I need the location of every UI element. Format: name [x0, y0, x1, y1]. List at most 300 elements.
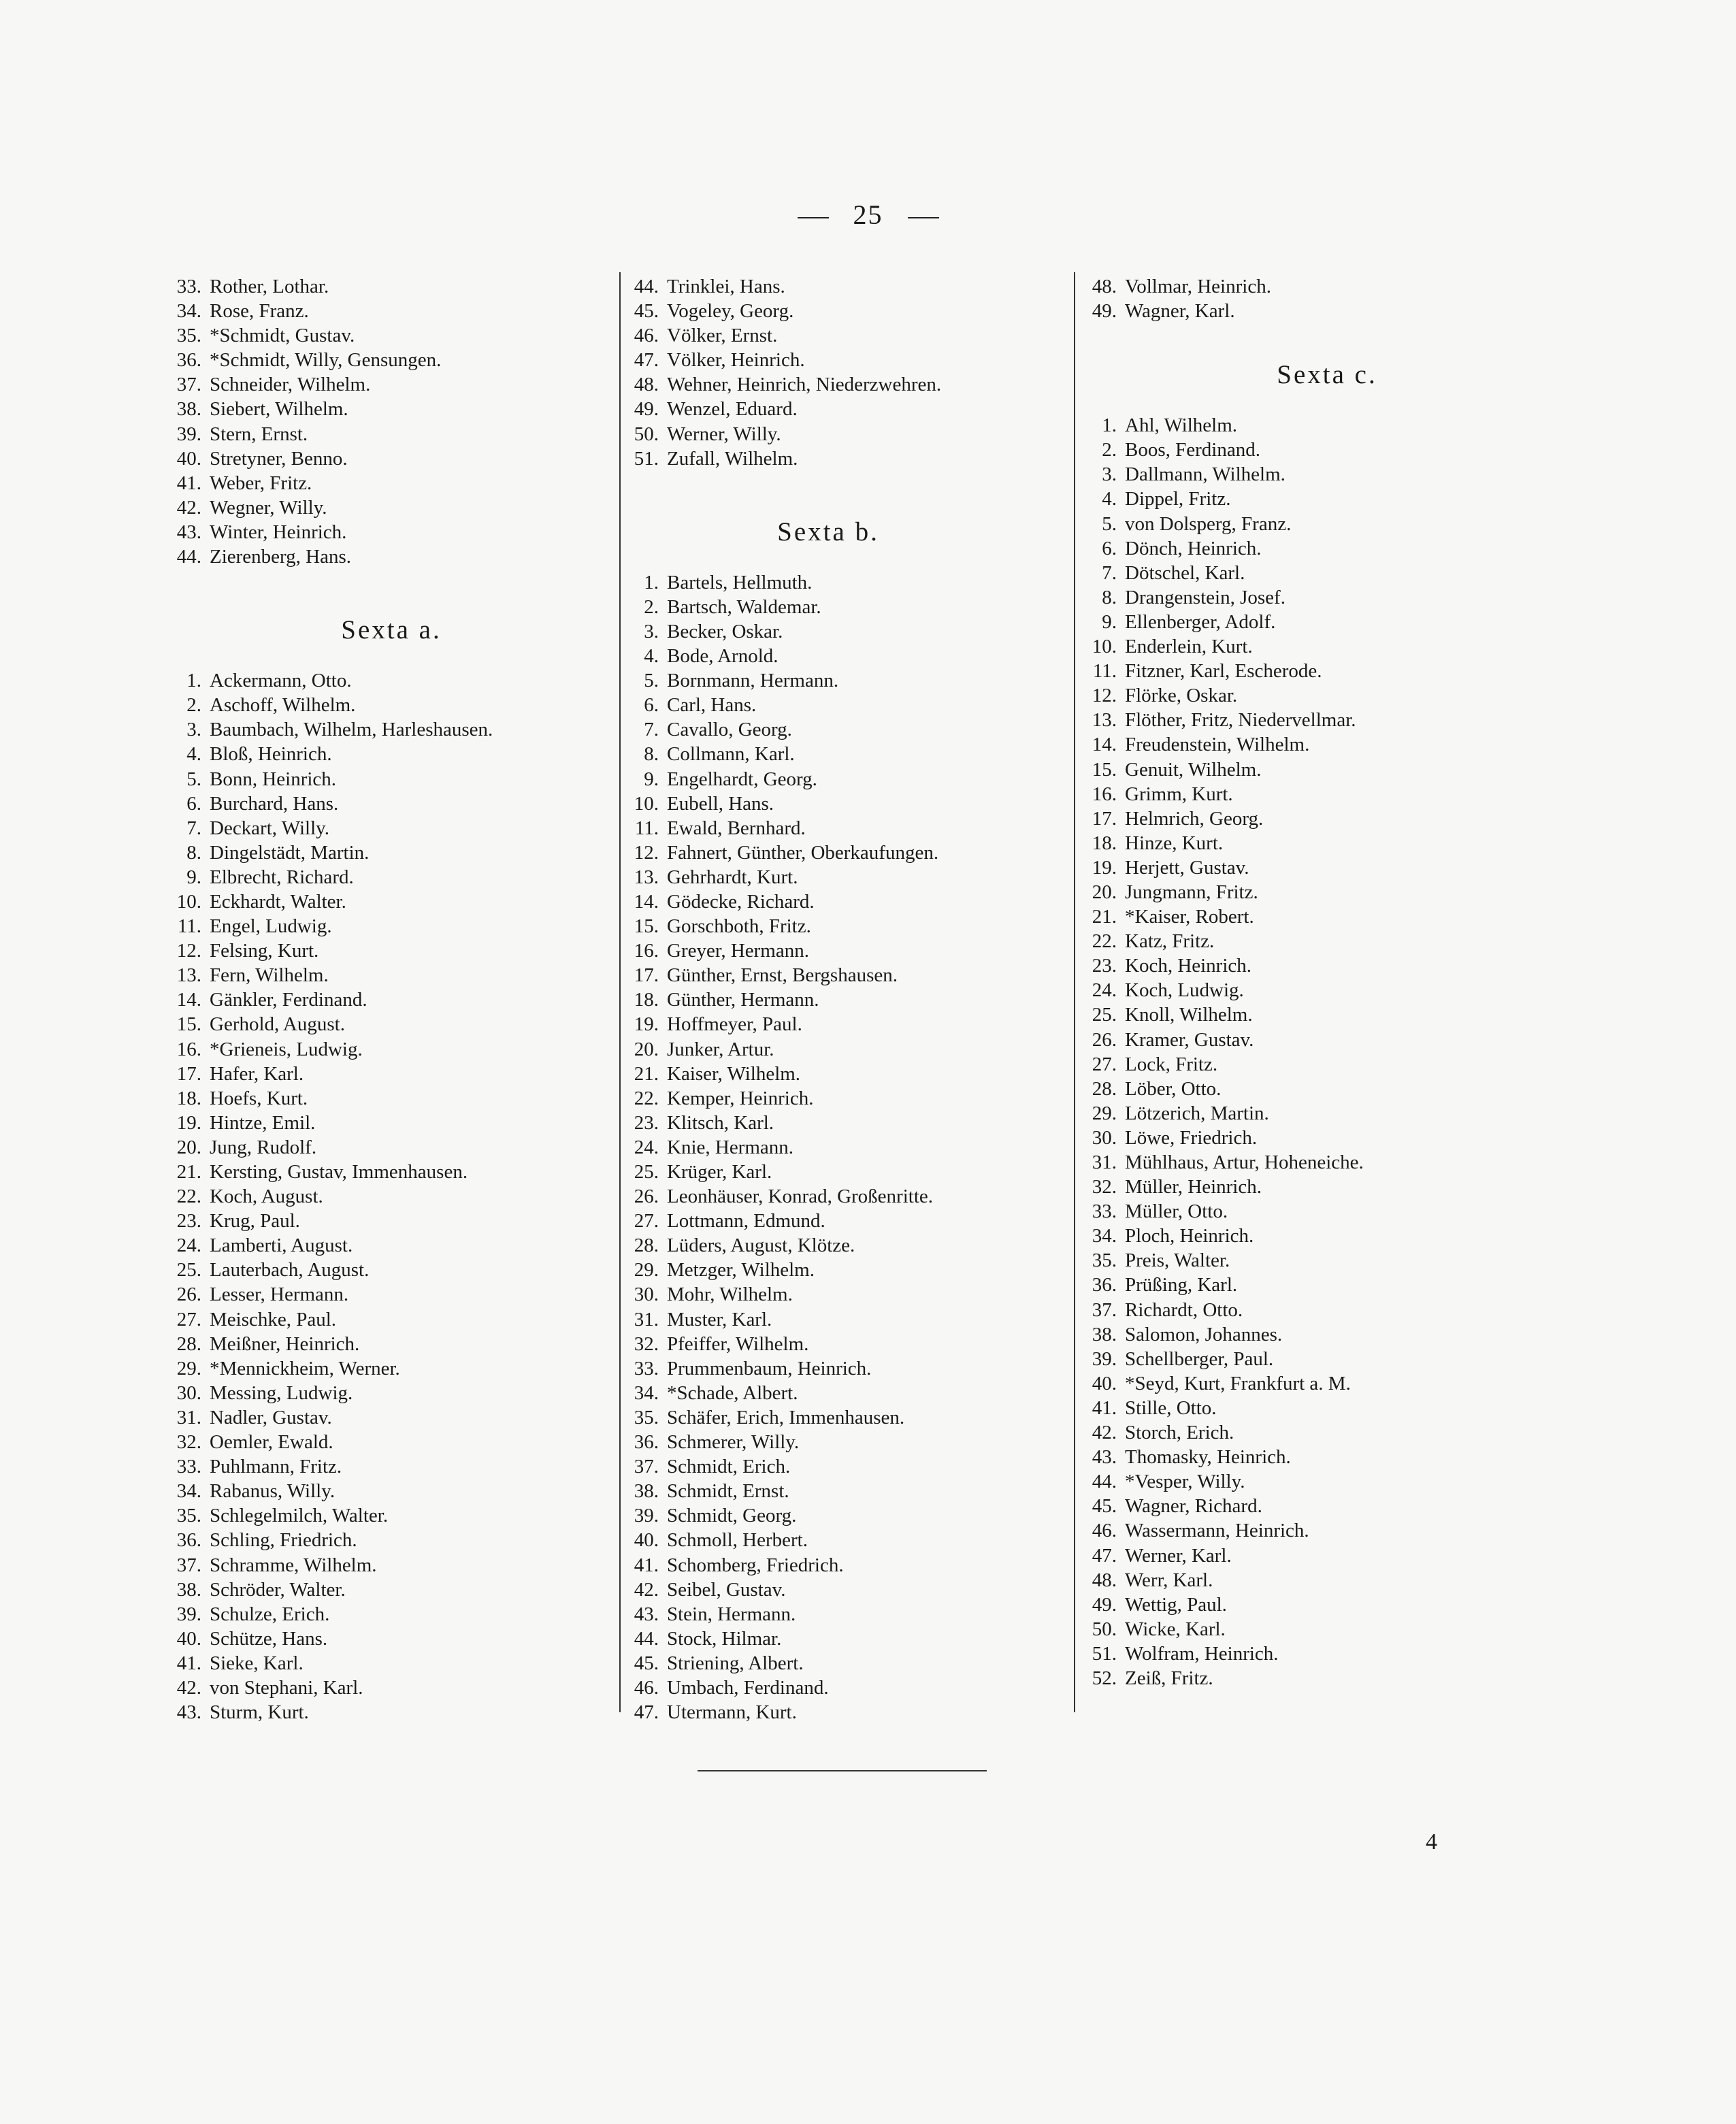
- entry-name: Lüders, August, Klötze.: [667, 1235, 855, 1257]
- entry-number: 34.: [1092, 1225, 1117, 1247]
- entry-number: 43.: [176, 1701, 201, 1724]
- entry-number: 22.: [176, 1186, 201, 1208]
- entry-number: 10.: [1092, 636, 1117, 658]
- name-list: [1072, 274, 1548, 323]
- list-item: [614, 299, 1063, 323]
- entry-name: Kaiser, Wilhelm.: [667, 1062, 801, 1085]
- entry-name: Schmidt, Georg.: [667, 1505, 797, 1527]
- list-item: [157, 889, 606, 914]
- entry-name: Dallmann, Wilhelm.: [1125, 463, 1285, 486]
- entry-name: Lauterbach, August.: [210, 1259, 370, 1281]
- entry-name: Engelhardt, Georg.: [667, 768, 817, 790]
- entry-number: 39.: [1092, 1347, 1117, 1370]
- entry-name: Weber, Fritz.: [210, 472, 312, 494]
- list-item: [1072, 1617, 1548, 1641]
- list-item: [157, 1627, 606, 1651]
- list-item: [1072, 929, 1548, 953]
- list-item: [1072, 610, 1548, 634]
- entry-number: 47.: [1092, 1544, 1117, 1567]
- entry-name: Trinklei, Hans.: [667, 276, 785, 297]
- list-item: [1072, 1494, 1548, 1518]
- entry-number: 24.: [1092, 979, 1117, 1002]
- list-item: [614, 1627, 1063, 1651]
- entry-name: Schomberg, Friedrich.: [667, 1554, 844, 1576]
- entry-name: Meischke, Paul.: [210, 1308, 337, 1330]
- list-item: [1072, 1077, 1548, 1101]
- list-item: [157, 1233, 606, 1258]
- entry-name: Oemler, Ewald.: [210, 1431, 333, 1454]
- entry-number: 37.: [1092, 1298, 1117, 1321]
- entry-name: Schulze, Erich.: [210, 1603, 330, 1625]
- entry-number: 41.: [176, 1652, 201, 1674]
- entry-name: Fahnert, Günther, Oberkaufungen.: [667, 841, 939, 864]
- list-item: [1072, 1150, 1548, 1175]
- entry-number: 9.: [1102, 610, 1117, 633]
- list-item: [157, 1676, 606, 1700]
- section-heading-sexta-a: Sexta a.: [341, 615, 442, 645]
- entry-number: 30.: [634, 1284, 659, 1306]
- list-item: [157, 1700, 606, 1725]
- entry-number: 37.: [176, 374, 201, 396]
- entry-name: Zierenberg, Hans.: [210, 546, 352, 568]
- entry-number: 51.: [634, 447, 659, 470]
- entry-number: 10.: [176, 890, 201, 913]
- entry-name: Zufall, Wilhelm.: [667, 447, 798, 470]
- entry-number: 16.: [1092, 783, 1117, 805]
- list-item: [1072, 274, 1548, 299]
- entry-name: Eckhardt, Walter.: [210, 890, 346, 913]
- list-item: [614, 1528, 1063, 1552]
- list-item: [1072, 487, 1548, 511]
- entry-name: Kersting, Gustav, Immenhausen.: [210, 1161, 468, 1183]
- list-item: [614, 963, 1063, 987]
- list-item: [614, 987, 1063, 1012]
- entry-number: 12.: [176, 940, 201, 962]
- entry-name: Carl, Hans.: [667, 694, 757, 717]
- entry-name: Meißner, Heinrich.: [210, 1333, 360, 1355]
- entry-name: *Vesper, Willy.: [1125, 1471, 1245, 1493]
- entry-name: Wagner, Karl.: [1125, 300, 1235, 323]
- entry-name: Bartels, Hellmuth.: [667, 571, 813, 593]
- entry-name: Storch, Erich.: [1125, 1422, 1234, 1444]
- entry-number: 39.: [634, 1505, 659, 1527]
- entry-number: 38.: [176, 1578, 201, 1601]
- entry-number: 36.: [1092, 1274, 1117, 1296]
- entry-name: Prummenbaum, Heinrich.: [667, 1357, 872, 1379]
- entry-name: Völker, Ernst.: [667, 325, 778, 347]
- list-item: [1072, 1347, 1548, 1371]
- entry-name: Kramer, Gustav.: [1125, 1028, 1254, 1051]
- list-item: [157, 1503, 606, 1528]
- entry-name: Genuit, Wilhelm.: [1125, 758, 1262, 781]
- list-item: [614, 446, 1063, 471]
- list-item: [157, 1405, 606, 1430]
- list-item: [1072, 1175, 1548, 1199]
- entry-name: Schellberger, Paul.: [1125, 1347, 1274, 1370]
- entry-name: Felsing, Kurt.: [210, 940, 319, 962]
- entry-name: Koch, Heinrich.: [1125, 955, 1252, 977]
- entry-number: 29.: [1092, 1102, 1117, 1124]
- entry-name: Richardt, Otto.: [1125, 1298, 1243, 1321]
- bottom-rule: [698, 1770, 987, 1771]
- entry-number: 29.: [634, 1259, 659, 1281]
- list-item: [614, 1233, 1063, 1258]
- entry-name: Engel, Ludwig.: [210, 915, 332, 938]
- list-item: [1072, 1126, 1548, 1150]
- entry-number: 9.: [186, 866, 201, 888]
- entry-number: 21.: [634, 1062, 659, 1085]
- entry-number: 52.: [1092, 1667, 1117, 1689]
- entry-number: 35.: [634, 1406, 659, 1428]
- entry-number: 31.: [634, 1308, 659, 1330]
- list-item: [1072, 953, 1548, 978]
- entry-name: Muster, Karl.: [667, 1308, 772, 1330]
- list-item: [614, 1012, 1063, 1036]
- entry-number: 27.: [176, 1308, 201, 1330]
- entry-number: 6.: [186, 792, 201, 815]
- list-item: [614, 372, 1063, 397]
- entry-number: 43.: [1092, 1446, 1117, 1469]
- entry-number: 44.: [634, 1627, 659, 1650]
- entry-number: 18.: [634, 989, 659, 1011]
- list-item: [157, 987, 606, 1012]
- entry-number: 10.: [634, 792, 659, 815]
- entry-number: 48.: [1092, 1569, 1117, 1591]
- list-item: [614, 938, 1063, 963]
- list-item: [614, 595, 1063, 619]
- entry-number: 22.: [634, 1087, 659, 1109]
- entry-number: 14.: [634, 890, 659, 913]
- entry-number: 41.: [1092, 1396, 1117, 1419]
- entry-name: Hintze, Emil.: [210, 1111, 316, 1134]
- list-item: [614, 1184, 1063, 1209]
- list-item: [614, 1282, 1063, 1307]
- list-item: [1072, 782, 1548, 806]
- list-item: [1072, 462, 1548, 487]
- entry-number: 42.: [176, 1676, 201, 1699]
- entry-name: Klitsch, Karl.: [667, 1111, 774, 1134]
- signature-mark: 4: [1426, 1829, 1437, 1855]
- entry-number: 3.: [644, 620, 659, 642]
- entry-number: 40.: [1092, 1372, 1117, 1394]
- entry-number: 7.: [186, 817, 201, 839]
- entry-name: Fern, Wilhelm.: [210, 964, 329, 987]
- list-item: [1072, 1028, 1548, 1052]
- list-item: [614, 397, 1063, 421]
- entry-name: Wehner, Heinrich, Niederzwehren.: [667, 374, 942, 396]
- list-item: [157, 544, 606, 569]
- entry-number: 39.: [176, 1603, 201, 1625]
- column-1: [157, 274, 606, 1725]
- entry-number: 1.: [1102, 414, 1117, 437]
- list-item: [614, 1503, 1063, 1528]
- list-item: [157, 1086, 606, 1111]
- entry-number: 21.: [1092, 906, 1117, 928]
- entry-number: 24.: [634, 1136, 659, 1158]
- entry-name: *Mennickheim, Werner.: [210, 1357, 400, 1379]
- list-item: [614, 1356, 1063, 1381]
- entry-number: 37.: [176, 1554, 201, 1576]
- entry-name: Knie, Hermann.: [667, 1136, 794, 1158]
- section-heading-sexta-c: Sexta c.: [1277, 360, 1377, 390]
- entry-number: 20.: [1092, 881, 1117, 903]
- entry-number: 42.: [634, 1578, 659, 1601]
- entry-name: Hoffmeyer, Paul.: [667, 1013, 802, 1036]
- entry-name: Schling, Friedrich.: [210, 1529, 357, 1552]
- entry-number: 47.: [634, 1701, 659, 1724]
- list-item: [614, 742, 1063, 766]
- entry-name: Ahl, Wilhelm.: [1125, 414, 1238, 437]
- list-item: [157, 1282, 606, 1307]
- list-item: [614, 1651, 1063, 1676]
- list-item: [1072, 536, 1548, 561]
- entry-number: 8.: [186, 841, 201, 864]
- list-item: [157, 1454, 606, 1479]
- entry-number: 40.: [176, 447, 201, 470]
- entry-name: Enderlein, Kurt.: [1125, 636, 1253, 658]
- list-item: [614, 1430, 1063, 1454]
- entry-name: Flöther, Fritz, Niedervellmar.: [1125, 709, 1356, 732]
- list-item: [1072, 1592, 1548, 1617]
- list-item: [1072, 1298, 1548, 1322]
- entry-number: 42.: [1092, 1422, 1117, 1444]
- list-item: [1072, 1248, 1548, 1273]
- list-item: [614, 348, 1063, 372]
- entry-number: 32.: [634, 1333, 659, 1355]
- entry-number: 28.: [176, 1333, 201, 1355]
- list-item: [157, 372, 606, 397]
- entry-name: Prüßing, Karl.: [1125, 1274, 1238, 1296]
- list-item: [1072, 1273, 1548, 1297]
- entry-name: Löber, Otto.: [1125, 1077, 1222, 1100]
- entry-number: 47.: [634, 349, 659, 372]
- list-item: [157, 1111, 606, 1135]
- list-item: [157, 1160, 606, 1184]
- entry-name: Werr, Karl.: [1125, 1569, 1213, 1591]
- list-item: [157, 1062, 606, 1086]
- list-item: [614, 840, 1063, 865]
- entry-name: Puhlmann, Fritz.: [210, 1456, 342, 1478]
- list-item: [614, 323, 1063, 348]
- entry-number: 31.: [1092, 1151, 1117, 1173]
- list-item: [614, 274, 1063, 299]
- list-item: [614, 1700, 1063, 1725]
- list-item: [1072, 1396, 1548, 1420]
- entry-number: 33.: [634, 1357, 659, 1379]
- entry-name: Herjett, Gustav.: [1125, 856, 1249, 879]
- entry-number: 2.: [1102, 439, 1117, 461]
- entry-number: 15.: [1092, 758, 1117, 781]
- entry-name: Lottmann, Edmund.: [667, 1210, 825, 1232]
- entry-number: 25.: [634, 1161, 659, 1183]
- entry-name: Salomon, Johannes.: [1125, 1323, 1283, 1345]
- entry-number: 43.: [176, 521, 201, 543]
- entry-number: 41.: [634, 1554, 659, 1576]
- list-item: [157, 1037, 606, 1062]
- list-item: [157, 323, 606, 348]
- column-2: [614, 274, 1063, 1725]
- entry-name: Hoefs, Kurt.: [210, 1087, 308, 1109]
- entry-number: 9.: [644, 768, 659, 790]
- entry-name: Helmrich, Georg.: [1125, 807, 1264, 830]
- entry-number: 36.: [634, 1431, 659, 1454]
- entry-number: 5.: [186, 768, 201, 790]
- entry-number: 36.: [176, 1529, 201, 1552]
- name-list: [614, 570, 1063, 1725]
- list-item: [157, 1307, 606, 1332]
- header-dash-left: [798, 217, 829, 218]
- entry-name: Bornmann, Hermann.: [667, 670, 839, 692]
- entry-number: 17.: [176, 1062, 201, 1085]
- entry-number: 34.: [634, 1382, 659, 1404]
- list-item: [1072, 299, 1548, 323]
- entry-number: 15.: [176, 1013, 201, 1036]
- entry-number: 40.: [634, 1529, 659, 1552]
- entry-name: Ackermann, Otto.: [210, 670, 352, 692]
- entry-number: 23.: [1092, 955, 1117, 977]
- entry-name: Pfeiffer, Wilhelm.: [667, 1333, 809, 1355]
- entry-number: 18.: [176, 1087, 201, 1109]
- entry-number: 13.: [176, 964, 201, 987]
- entry-number: 30.: [1092, 1126, 1117, 1149]
- list-item: [614, 1381, 1063, 1405]
- entry-number: 3.: [186, 719, 201, 741]
- list-item: [157, 693, 606, 717]
- entry-number: 36.: [176, 349, 201, 372]
- list-item: [157, 742, 606, 766]
- entry-name: Schmerer, Willy.: [667, 1431, 800, 1454]
- entry-name: Becker, Oskar.: [667, 620, 783, 642]
- entry-name: Nadler, Gustav.: [210, 1406, 332, 1428]
- entry-name: Rother, Lothar.: [210, 276, 329, 297]
- entry-number: 33.: [1092, 1200, 1117, 1223]
- entry-number: 16.: [176, 1038, 201, 1060]
- list-item: [157, 348, 606, 372]
- entry-name: Schütze, Hans.: [210, 1627, 328, 1650]
- entry-number: 35.: [176, 325, 201, 347]
- entry-name: Drangenstein, Josef.: [1125, 586, 1285, 608]
- entry-number: 44.: [1092, 1471, 1117, 1493]
- entry-number: 23.: [176, 1210, 201, 1232]
- list-item: [157, 938, 606, 963]
- entry-name: Lock, Fritz.: [1125, 1053, 1218, 1075]
- list-item: [1072, 512, 1548, 536]
- entry-number: 6.: [1102, 537, 1117, 559]
- entry-name: Siebert, Wilhelm.: [210, 398, 348, 421]
- list-item: [157, 1258, 606, 1282]
- entry-name: Bode, Arnold.: [667, 645, 779, 668]
- entry-number: 2.: [186, 694, 201, 717]
- entry-number: 25.: [176, 1259, 201, 1281]
- list-item: [1072, 904, 1548, 929]
- entry-number: 46.: [1092, 1520, 1117, 1542]
- entry-number: 4.: [644, 645, 659, 668]
- entry-number: 1.: [186, 670, 201, 692]
- header-dash-right: [908, 217, 939, 218]
- list-item: [157, 1528, 606, 1552]
- entry-number: 11.: [177, 915, 201, 938]
- entry-number: 32.: [176, 1431, 201, 1454]
- entry-name: *Schmidt, Willy, Gensungen.: [210, 349, 442, 372]
- entry-name: Schneider, Wilhelm.: [210, 374, 371, 396]
- entry-name: Elbrecht, Richard.: [210, 866, 354, 888]
- entry-name: Dötschel, Karl.: [1125, 561, 1245, 584]
- list-item: [614, 1258, 1063, 1282]
- list-item: [157, 495, 606, 520]
- entry-number: 42.: [176, 496, 201, 519]
- entry-name: Aschoff, Wilhelm.: [210, 694, 356, 717]
- entry-number: 20.: [634, 1038, 659, 1060]
- entry-number: 51.: [1092, 1642, 1117, 1665]
- page-header: [0, 199, 1736, 231]
- list-item: [1072, 1641, 1548, 1666]
- list-item: [157, 865, 606, 889]
- list-item: [1072, 831, 1548, 855]
- list-item: [157, 1012, 606, 1036]
- list-item: [1072, 1469, 1548, 1494]
- entry-number: 26.: [1092, 1028, 1117, 1051]
- entry-number: 23.: [634, 1111, 659, 1134]
- entry-name: Wicke, Karl.: [1125, 1618, 1226, 1640]
- entry-number: 17.: [1092, 807, 1117, 830]
- list-item: [1072, 585, 1548, 610]
- entry-number: 12.: [634, 841, 659, 864]
- entry-name: *Grieneis, Ludwig.: [210, 1038, 363, 1060]
- entry-number: 31.: [176, 1406, 201, 1428]
- entry-name: Zeiß, Fritz.: [1125, 1667, 1213, 1689]
- list-item: [614, 1307, 1063, 1332]
- entry-number: 33.: [176, 276, 201, 297]
- entry-name: Lamberti, August.: [210, 1235, 353, 1257]
- list-item: [1072, 732, 1548, 757]
- entry-name: Schröder, Walter.: [210, 1578, 346, 1601]
- list-item: [1072, 1199, 1548, 1224]
- entry-name: Krug, Paul.: [210, 1210, 300, 1232]
- entry-name: Boos, Ferdinand.: [1125, 439, 1260, 461]
- entry-number: 15.: [634, 915, 659, 938]
- entry-number: 29.: [176, 1357, 201, 1379]
- list-item: [157, 520, 606, 544]
- entry-number: 46.: [634, 1676, 659, 1699]
- entry-name: Gänkler, Ferdinand.: [210, 989, 367, 1011]
- entry-number: 19.: [1092, 856, 1117, 879]
- list-item: [614, 1332, 1063, 1356]
- list-item: [614, 1160, 1063, 1184]
- entry-number: 25.: [1092, 1004, 1117, 1026]
- entry-name: Gorschboth, Fritz.: [667, 915, 811, 938]
- entry-name: Rabanus, Willy.: [210, 1480, 335, 1503]
- entry-name: Eubell, Hans.: [667, 792, 774, 815]
- entry-number: 43.: [634, 1603, 659, 1625]
- entry-name: Striening, Albert.: [667, 1652, 804, 1674]
- entry-number: 7.: [1102, 561, 1117, 584]
- list-item: [614, 668, 1063, 693]
- entry-name: Grimm, Kurt.: [1125, 783, 1233, 805]
- entry-number: 28.: [1092, 1077, 1117, 1100]
- page-number: 25: [853, 199, 883, 230]
- list-item: [1072, 1002, 1548, 1027]
- entry-name: Messing, Ludwig.: [210, 1382, 353, 1404]
- entry-number: 2.: [644, 595, 659, 618]
- entry-name: Wassermann, Heinrich.: [1125, 1520, 1309, 1542]
- name-list: [1072, 413, 1548, 1690]
- entry-name: Dönch, Heinrich.: [1125, 537, 1262, 559]
- entry-name: Ellenberger, Adolf.: [1125, 610, 1276, 633]
- list-item: [157, 1553, 606, 1578]
- list-item: [1072, 1666, 1548, 1690]
- entry-name: Mühlhaus, Artur, Hoheneiche.: [1125, 1151, 1364, 1173]
- entry-name: Hinze, Kurt.: [1125, 832, 1224, 854]
